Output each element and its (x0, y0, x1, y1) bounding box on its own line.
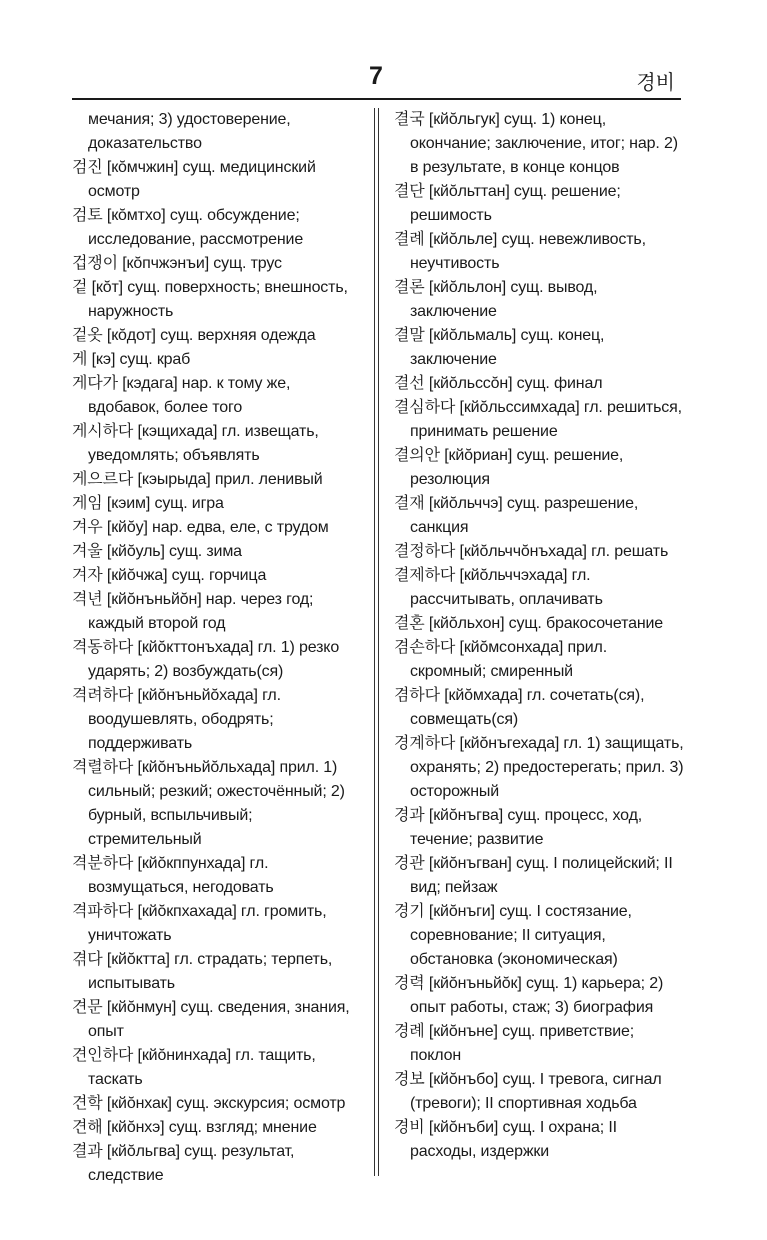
dictionary-entry: 결제하다 [кйŏльччэхада] гл. рассчитывать, оплачивать (394, 567, 603, 608)
column-divider (378, 108, 379, 1176)
dictionary-entry: 게 [кэ] сущ. краб (72, 351, 191, 368)
dictionary-entry: 겁쟁이 [кŏпчжэнъи] сущ. трус (72, 255, 282, 272)
dictionary-entry: 격렬하다 [кйŏнъньйŏльхада] прил. 1) сильный; резкий; ожесточённый; 2) бурный, вспыльчивый; стремительный (72, 759, 345, 848)
dictionary-entry: 격동하다 [кйŏкттонъхада] гл. 1) резко ударять; 2) возбуждать(ся) (72, 639, 340, 680)
dictionary-entry: 겨자 [кйŏчжа] сущ. горчица (72, 567, 267, 584)
right-column (394, 108, 686, 1164)
dictionary-entry: 게으르다 [кэырыда] прил. ленивый (72, 471, 323, 488)
dictionary-entry: 경관 [кйŏнъгван] сущ. I полицейский; II вид; пейзаж (394, 855, 673, 896)
dictionary-entry: 겨울 [кйŏуль] сущ. зима (72, 543, 242, 560)
dictionary-entry: 경계하다 [кйŏнъгехада] гл. 1) защищать, охранять; 2) предостерегать; прил. 3) осторожный (394, 735, 684, 800)
dictionary-entry: 결혼 [кйŏльхон] сущ. бракосочетание (394, 615, 664, 632)
dictionary-entry: 검진 [кŏмчжин] сущ. медицинский осмотр (72, 159, 316, 200)
dictionary-entry: 견인하다 [кйŏнинхада] гл. тащить, таскать (72, 1047, 316, 1088)
dictionary-entry: 격려하다 [кйŏнъньйŏхада] гл. воодушевлять, ободрять; поддерживать (72, 687, 281, 752)
dictionary-entry: 결국 [кйŏльгук] сущ. 1) конец, окончание; заключение, итог; нар. 2) в результате, в конце концов (394, 111, 678, 176)
dictionary-entry: 경례 [кйŏнъне] сущ. приветствие; поклон (394, 1023, 635, 1064)
dictionary-entry: 겉옷 [кŏдот] сущ. верхняя одежда (72, 327, 316, 344)
dictionary-entry: 견학 [кйŏнхак] сущ. экскурсия; осмотр (72, 1095, 346, 1112)
dictionary-entry: 결과 [кйŏльгва] сущ. результат, следствие (72, 1143, 295, 1184)
dictionary-entry: 견문 [кйŏнмун] сущ. сведения, знания, опыт (72, 999, 350, 1040)
dictionary-entry: 게다가 [кэдага] нар. к тому же, вдобавок, более того (72, 375, 291, 416)
dictionary-entry: 견해 [кйŏнхэ] сущ. взгляд; мнение (72, 1119, 317, 1136)
dictionary-entry: 겪다 [кйŏктта] гл. страдать; терпеть, испытывать (72, 951, 333, 992)
dictionary-entry: 겨우 [кйŏу] нар. едва, еле, с трудом (72, 519, 329, 536)
dictionary-entry: 경보 [кйŏнъбо] сущ. I тревога, сигнал (тревоги); II спортивная ходьба (394, 1071, 662, 1112)
running-headword: 경비 (636, 70, 675, 94)
dictionary-entry: 결말 [кйŏльмаль] сущ. конец, заключение (394, 327, 605, 368)
column-divider (374, 108, 375, 1176)
dictionary-entry: мечания; 3) удостоверение, доказательство (88, 111, 291, 152)
dictionary-entry: 결론 [кйŏльлон] сущ. вывод, заключение (394, 279, 598, 320)
dictionary-entry: 격파하다 [кйŏкпхахада] гл. громить, уничтожать (72, 903, 327, 944)
dictionary-entry: 경과 [кйŏнъгва] сущ. процесс, ход, течение; развитие (394, 807, 643, 848)
dictionary-entry: 겸손하다 [кйŏмсонхада] прил. скромный; смиренный (394, 639, 607, 680)
dictionary-entry: 경력 [кйŏнъньйŏк] сущ. 1) карьера; 2) опыт работы, стаж; 3) биография (394, 975, 664, 1016)
dictionary-entry: 게임 [кэим] сущ. игра (72, 495, 224, 512)
dictionary-entry: 겸하다 [кйŏмхада] гл. сочетать(ся), совмещать(ся) (394, 687, 645, 728)
left-column (72, 108, 364, 1188)
dictionary-entry: 경비 [кйŏнъби] сущ. I охрана; II расходы, издержки (394, 1119, 617, 1160)
dictionary-entry: 검토 [кŏмтхо] сущ. обсуждение; исследование, рассмотрение (72, 207, 304, 248)
dictionary-entry: 결재 [кйŏльччэ] сущ. разрешение, санкция (394, 495, 639, 536)
dictionary-entry: 결선 [кйŏльссŏн] сущ. финал (394, 375, 603, 392)
dictionary-entry: 결의안 [кйŏриан] сущ. решение, резолюция (394, 447, 624, 488)
header-rule (72, 98, 681, 100)
dictionary-entry: 게시하다 [кэщихада] гл. извещать, уведомлять; объявлять (72, 423, 319, 464)
page-number: 7 (369, 62, 383, 90)
dictionary-entry: 경기 [кйŏнъги] сущ. I состязание, соревнование; II ситуация, обстановка (экономическая) (394, 903, 632, 968)
dictionary-entry: 결례 [кйŏльле] сущ. невежливость, неучтивость (394, 231, 646, 272)
dictionary-entry: 겉 [кŏт] сущ. поверхность; внешность, наружность (72, 279, 348, 320)
dictionary-entry: 결심하다 [кйŏльссимхада] гл. решиться, принимать решение (394, 399, 682, 440)
dictionary-entry: 격년 [кйŏнъньйŏн] нар. через год; каждый второй год (72, 591, 314, 632)
dictionary-entry: 결정하다 [кйŏльччŏнъхада] гл. решать (394, 543, 669, 560)
dictionary-entry: 결단 [кйŏльттан] сущ. решение; решимость (394, 183, 621, 224)
dictionary-entry: 격분하다 [кйŏкппунхада] гл. возмущаться, негодовать (72, 855, 274, 896)
